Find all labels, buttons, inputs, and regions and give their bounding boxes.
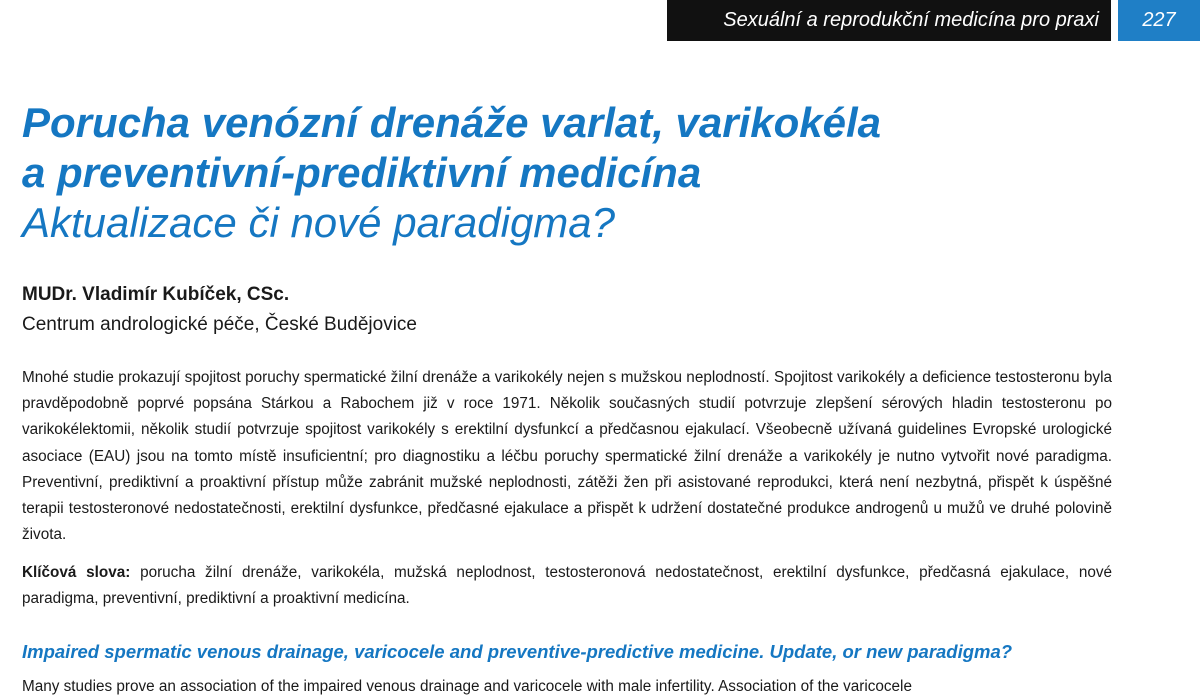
title-line-2: a preventivní-prediktivní medicína xyxy=(22,149,702,196)
abstract-cz: Mnohé studie prokazují spojitost poruchy spermatické žilní drenáže a varikokély nejen s mužskou neplodností. Spojitost varikokély a deficience testosteronu byla pravděpodobně poprvé popsána Stárkou a Rabochem již v roce 1971. Několik současných studií potvrzuje zlepšení sérových hladin testosteronu po varikokélektomii, několik studií potvrzuje spojitost varikokély s erektilní dysfunkcí a předčasnou ejakulací. Všeobecně užívaná guidelines Evropské urologické asociace (EAU) jsou na tomto místě insuficientní; pro diagnostiku a léčbu poruchy spermatické žilní drenáže a varikokély je nutno vytvořit nové paradigma. Preventivní, prediktivní a proaktivní přístup může zabránit mužské neplodnosti, zátěži žen při asistované reprodukci, která není nezbytná, přispět k úspěšné terapii testosteronové nedostatečnosti, erektilní dysfunkce, předčasné ejakulace a přispět k udržení dostatečné produkce androgenů u mužů ve druhé polovině života. xyxy=(22,369,1112,544)
english-title: Impaired spermatic venous drainage, varicocele and preventive-predictive medicine. Update, or new paradigma? xyxy=(22,641,1013,662)
journal-header: Sexuální a reprodukční medicína pro praxi xyxy=(667,0,1111,41)
keywords-text: porucha žilní drenáže, varikokéla, mužská neplodnost, testosteronová nedostatečnost, erektilní dysfunkce, předčasná ejakulace, nové paradigma, preventivní, prediktivní a proaktivní medicína. xyxy=(22,564,1113,608)
keywords-cz xyxy=(22,560,1112,612)
keywords-label: Klíčová slova: xyxy=(22,564,131,581)
author-affiliation: Centrum andrologické péče, České Budějovice xyxy=(22,314,417,335)
english-abstract: Many studies prove an association of the impaired venous drainage and varicocele with male infertility. Association of the varicocele xyxy=(22,678,912,695)
author-name: MUDr. Vladimír Kubíček, CSc. xyxy=(22,284,290,305)
page-number: 227 xyxy=(1118,0,1200,41)
article-subtitle: Aktualizace či nové paradigma? xyxy=(22,199,616,246)
title-line-1: Porucha venózní drenáže varlat, varikokéla xyxy=(22,99,882,146)
article-title xyxy=(22,98,1172,248)
